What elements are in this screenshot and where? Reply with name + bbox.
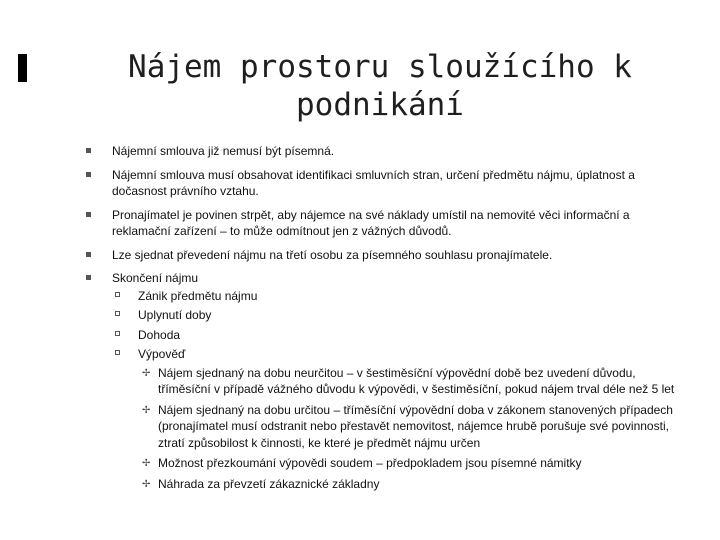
bullet-text: Nájemní smlouva již nemusí být písemná. xyxy=(112,144,335,158)
bullet-text: Skončení nájmu xyxy=(112,271,199,285)
sub-sub-bullet-item xyxy=(138,402,686,452)
small-cross-bullet-icon: ✢ xyxy=(142,458,151,469)
bullet-text: Nájemní smlouva musí obsahovat identifikaci smluvních stran, určení předmětu nájmu, úplatnost a dočasnost právního vztahu. xyxy=(112,167,635,198)
square-bullet-icon xyxy=(86,275,91,280)
small-cross-bullet-icon: ✢ xyxy=(142,478,151,490)
sub-bullet-item xyxy=(112,327,686,344)
sub-bullet-text: Dohoda xyxy=(138,327,181,342)
hollow-square-bullet-icon xyxy=(115,350,120,355)
slide-title: Nájem prostoru sloužícího k podnikání xyxy=(128,49,632,123)
square-bullet-icon xyxy=(86,212,91,217)
bullet-item xyxy=(86,167,686,200)
sub-sub-bullet-text: Náhrada za převzetí zákaznické základny xyxy=(158,476,380,491)
sub-bullet-text: Výpověď xyxy=(138,347,186,361)
sub-sub-bullet-item xyxy=(138,455,686,472)
hollow-square-bullet-icon xyxy=(115,292,120,297)
small-cross-bullet-icon: ✢ xyxy=(142,404,151,416)
sub-sub-bullet-text: Nájem sjednaný na dobu neurčitou – v šestiměsíční výpovědní době bez uvedení důvodu, tříměsíční v případě vážného důvodu k výpovědi, v šestiměsíční, pokud nájem trval déle než 5 let xyxy=(158,365,675,396)
sub-bullet-item xyxy=(112,288,686,305)
sub-sub-bullet-text: Nájem sjednaný na dobu určitou – tříměsíční výpovědní doba v zákonem stanovených případech (pronajímatel musí odstranit nebo přestavět nemovitost, nájemce hrubě porušuje své povinnosti, ztratí způsobilost k činnosti, ke které je předmět nájmu určen xyxy=(158,402,673,450)
sub-bullet-item xyxy=(112,346,686,492)
hollow-square-bullet-icon xyxy=(115,331,120,336)
sub-bullet-text: Uplynutí doby xyxy=(138,308,212,322)
sub-bullet-list xyxy=(112,288,686,493)
slide-content xyxy=(86,143,686,499)
hollow-square-bullet-icon xyxy=(115,311,120,316)
accent-bar xyxy=(18,54,27,82)
square-bullet-icon xyxy=(86,252,91,257)
small-cross-bullet-icon: ✢ xyxy=(142,367,151,379)
sub-sub-bullet-text: Možnost přezkoumání výpovědi soudem – předpokladem jsou písemné námitky xyxy=(158,456,582,470)
bullet-list xyxy=(86,143,686,492)
bullet-item xyxy=(86,143,686,160)
bullet-text: Lze sjednat převedení nájmu na třetí osobu za písemného souhlasu pronajímatele. xyxy=(112,247,553,262)
sub-bullet-text: Zánik předmětu nájmu xyxy=(138,288,258,303)
square-bullet-icon xyxy=(86,148,91,153)
sub-sub-bullet-item xyxy=(138,476,686,493)
sub-sub-bullet-item xyxy=(138,365,686,398)
bullet-item xyxy=(86,247,686,264)
square-bullet-icon xyxy=(86,172,91,177)
bullet-item xyxy=(86,207,686,240)
sub-bullet-item xyxy=(112,307,686,324)
sub-sub-bullet-list xyxy=(138,365,686,493)
bullet-item xyxy=(86,270,686,492)
bullet-text: Pronajímatel je povinen strpět, aby nájemce na své náklady umístil na nemovité věci informační a reklamační zařízení – to může odmítnout jen z vážných důvodů. xyxy=(112,207,630,238)
